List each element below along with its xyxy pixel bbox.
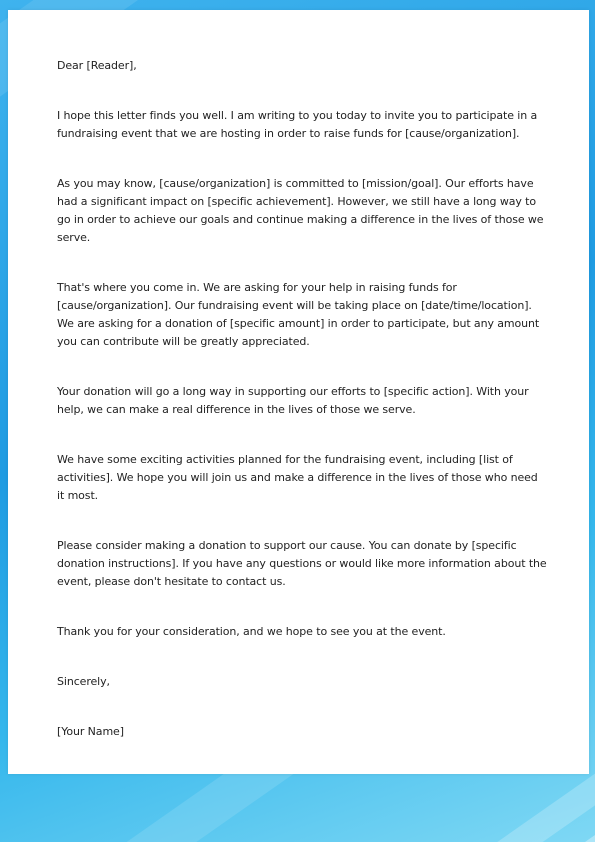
letter-closing: Sincerely,: [57, 675, 110, 688]
letter-paragraph: As you may know, [cause/organization] is committed to [mission/goal]. Our efforts have had a significant impact on [specific achievement]. However, we still have a long way to go in order to achieve our goals and continue making a difference in the lives of those we serve.: [57, 177, 544, 244]
letter-paragraph: We have some exciting activities planned for the fundraising event, including [list of activities]. We hope you will join us and make a difference in the lives of those who need it most.: [57, 453, 538, 502]
letter-page: [8, 10, 589, 774]
letter-paragraph: I hope this letter finds you well. I am writing to you today to invite you to participate in a fundraising event that we are hosting in order to raise funds for [cause/organization].: [57, 109, 538, 140]
letter-paragraph: Thank you for your consideration, and we hope to see you at the event.: [57, 625, 446, 638]
letter-body: [57, 57, 547, 741]
letter-greeting: Dear [Reader],: [57, 59, 137, 72]
letter-paragraph: Please consider making a donation to support our cause. You can donate by [specific donation instructions]. If you have any questions or would like more information about the event, please don't hesitate to contact us.: [57, 539, 547, 588]
letter-signature: [Your Name]: [57, 725, 124, 738]
letter-paragraph: Your donation will go a long way in supporting our efforts to [specific action]. With your help, we can make a real difference in the lives of those we serve.: [57, 385, 529, 416]
letter-paragraph: That's where you come in. We are asking for your help in raising funds for [cause/organization]. Our fundraising event will be taking place on [date/time/location]. We are asking for a donation of [specific amount] in order to participate, but any amount you can contribute will be greatly appreciated.: [57, 281, 540, 348]
